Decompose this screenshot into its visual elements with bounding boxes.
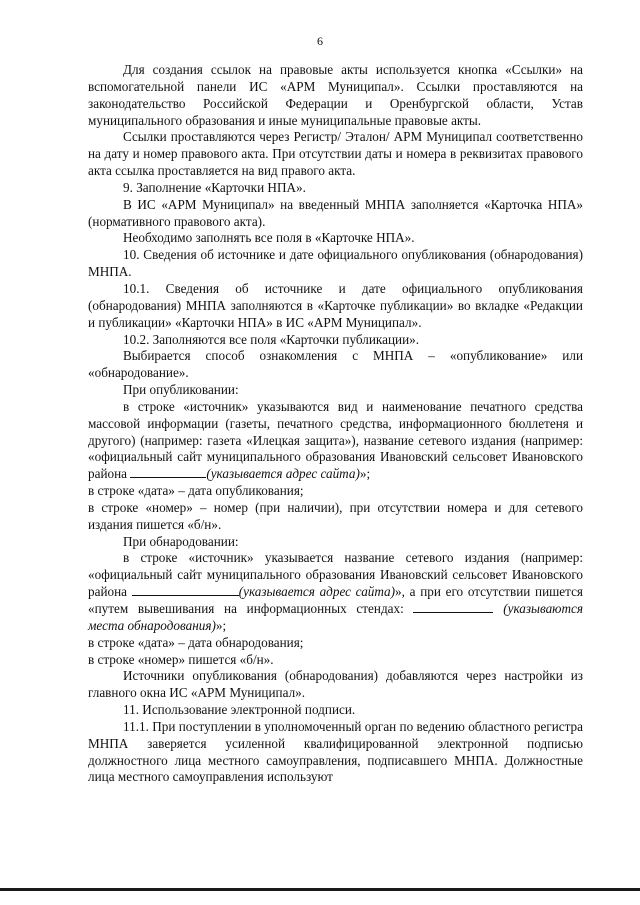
section-heading-11: 11. Использование электронной подписи. xyxy=(123,702,356,718)
paragraph-links-registry: Ссылки проставляются через Регистр/ Эталон/ АРМ Муниципал соответственно на дату и номер правового акта. При отсутствии даты и номера в реквизитах правового акта ссылка проставляется на вид правого акта. xyxy=(88,129,583,179)
paragraph-promulgation-date: в строке «дата» – дата обнародования; xyxy=(88,634,304,650)
paragraph-links-creation: Для создания ссылок на правовые акты используется кнопка «Ссылки» на вспомогательной панели ИС «АРМ Муниципал». Ссылки проставляются на законодательство Российской Федерации и Оренбургской области, Устав муниципального образования и иные муниципальные правовые акты. xyxy=(88,62,583,128)
site-address-blank xyxy=(130,466,206,478)
paragraph-10-2: 10.2. Заполняются все поля «Карточки публикации». xyxy=(123,331,420,347)
paragraph-11-1: 11.1. При поступлении в уполномоченный орган по ведению областного регистра МНПА заверяется усиленной квалифицированной электронной подписью должностного лица местного самоуправления, подписавшего МНПА. Должностные лица местного самоуправления используют xyxy=(88,718,583,785)
paragraph-method: Выбирается способ ознакомления с МНПА – «опубликование» или «обнародование». xyxy=(88,348,583,381)
paragraph-10-1: 10.1. Сведения об источнике и дате официального опубликования (обнародования) МНПА заполняются в «Карточке публикации» во вкладке «Редакции и публикации» «Карточки НПА» в ИС «АРМ Муниципал». xyxy=(88,280,583,330)
paragraph-promulgation-number: в строке «номер» пишется «б/н». xyxy=(88,651,274,667)
paragraph-publication-date: в строке «дата» – дата опубликования; xyxy=(88,483,304,499)
bottom-rule xyxy=(0,888,640,891)
document-body xyxy=(88,62,583,786)
page-number: 6 xyxy=(317,34,323,48)
paragraph-publication-number: в строке «номер» – номер (при наличии), при отсутствии номера и для сетевого издания пишется «б/н». xyxy=(88,499,583,532)
section-heading-10: 10. Сведения об источнике и дате официального опубликования (обнародования) МНПА. xyxy=(88,247,583,280)
paragraph-publication-source xyxy=(88,399,583,483)
paragraph-sources-settings: Источники опубликования (обнародования) добавляются через настройки из главного окна ИС «АРМ Муниципал». xyxy=(88,668,583,701)
paragraph-promulgation-heading: При обнародовании: xyxy=(123,533,239,549)
site-address-hint-2: (указывается адрес сайта) xyxy=(238,584,396,600)
publication-source-end: »; xyxy=(359,466,371,482)
places-blank xyxy=(413,601,493,613)
places-hint: (указываются места обнародования) xyxy=(88,601,583,633)
promulgation-source-mid: », а при его отсутствии пишется «путем вывешивания на информационных стендах: xyxy=(88,584,583,616)
site-address-hint: (указывается адрес сайта) xyxy=(206,466,360,482)
section-heading-9: 9. Заполнение «Карточки НПА». xyxy=(123,179,306,195)
paragraph-publication-heading: При опубликовании: xyxy=(123,382,239,398)
publication-source-text: в строке «источник» указываются вид и наименование печатного средства массовой информации (газеты, печатного средства, информационного бюллетеня и другого) (например: газета «Илецкая защита»), название сетевого издания (например: «официальный сайт муниципального образования Ивановский сельсовет Ивановского района xyxy=(88,398,583,482)
site-address-blank-2 xyxy=(132,584,239,596)
promulgation-source-text: в строке «источник» указывается название сетевого издания (например: «официальный сайт муниципального образования Ивановский сельсовет Ивановского района xyxy=(88,550,583,600)
paragraph-npa-card: В ИС «АРМ Муниципал» на введенный МНПА заполняется «Карточка НПА» (нормативного правового акта). xyxy=(88,196,583,229)
paragraph-promulgation-source xyxy=(88,550,583,634)
paragraph-fill-all-fields: Необходимо заполнять все поля в «Карточке НПА». xyxy=(123,230,415,246)
promulgation-source-end: »; xyxy=(215,617,227,633)
